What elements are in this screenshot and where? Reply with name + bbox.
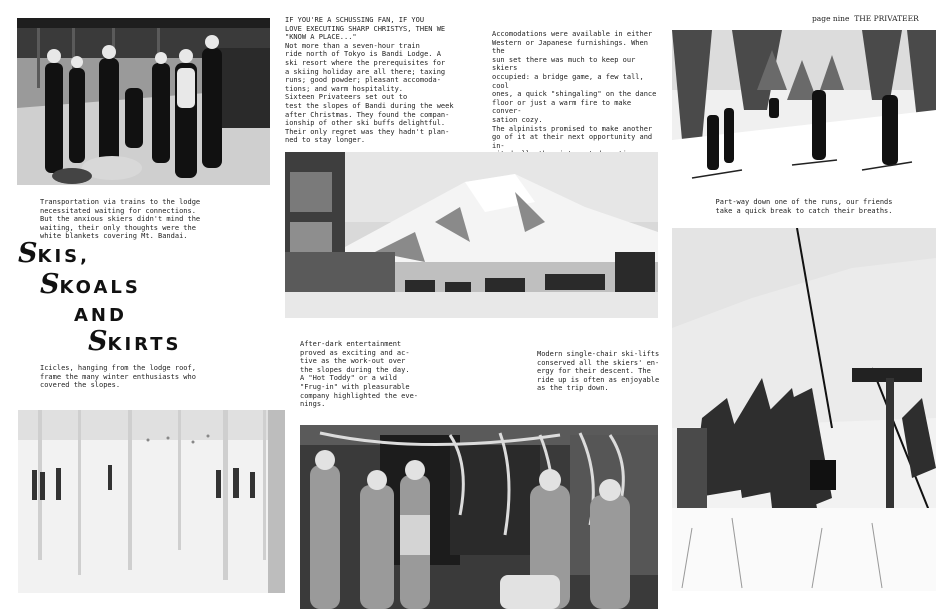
- photo-train-platform: [17, 18, 270, 185]
- caption-lifts: Modern single-chair ski-lifts conserved all the skiers' en- ergy for their descent. The ride up is often as enjoyable as the trip down.: [537, 350, 660, 393]
- photo-ski-lift: [672, 228, 936, 591]
- photo-mountain-lodge: [285, 152, 658, 318]
- accommodations-text: Accomodations were available in either Western or Japanese furnishings. When the sun set there was much to keep our skiers occupied: a bridge game, a few tall, cool ones, a quick "shingaling" on the dance floor or just a warm fire to make conver- sation cozy. The alpinists promised to make another go of it at their next opportunity and in-: [492, 30, 657, 150]
- headline-line-1: SKIS,: [18, 238, 90, 269]
- photo-dance-party: [300, 425, 658, 609]
- intro-text: IF YOU'RE A SCHUSSING FAN, IF YOU LOVE EXECUTING SHARP CHRISTYS, THEN WE "KNOW A PLACE..." Not more than a seven-hour train ride north of Tokyo is Bandi Lodge. A ski resort where the prerequisites for a skiing holiday are all there; taxing runs; good powder; pleasant accomoda- tions; and warm hospitality. Sixteen Privateers set out to test the slopes of Bandi during the week after Christmas. They found the compan- ionship of other ski buffs delightful. Their only regret was they hadn't plan- ned to stay longer.: [285, 16, 454, 145]
- page-number: page nine: [812, 14, 850, 23]
- headline-line-3: AND: [74, 305, 127, 326]
- caption-icicles: Icicles, hanging from the lodge roof, frame the many winter enthusiasts who covered the slopes.: [40, 364, 196, 390]
- headline-line-4: SKIRTS: [88, 326, 182, 357]
- headline: [18, 238, 208, 358]
- page-header: [812, 14, 919, 23]
- photo-skiers-resting: [672, 30, 936, 182]
- caption-runs: Part-way down one of the runs, our friends take a quick break to catch their breaths.: [715, 198, 893, 215]
- publication-name: THE PRIVATEER: [854, 14, 919, 23]
- headline-line-2: SKOALS: [40, 269, 141, 300]
- photo-slope-icicles: [18, 410, 285, 593]
- caption-afterdark: After-dark entertainment proved as exciting and ac- tive as the work-out over the slopes during the day. A "Hot Toddy" or a wild "Frug-in" with pleasurable company highlighted the eve- nings.: [300, 340, 419, 409]
- caption-train: Transportation via trains to the lodge necessitated waiting for connections. But the anxious skiers didn't mind the waiting, their only thoughts were the white blankets covering Mt. Bandai.: [40, 198, 201, 241]
